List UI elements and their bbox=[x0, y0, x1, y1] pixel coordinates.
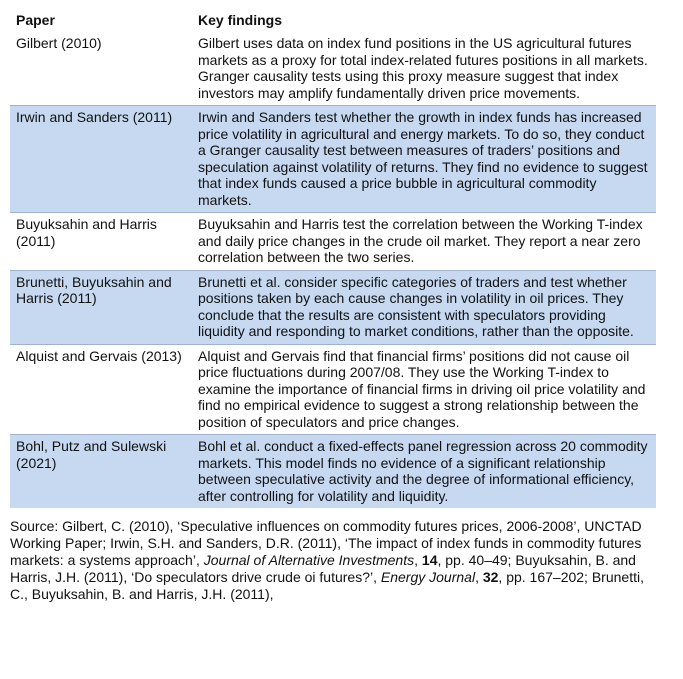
findings-cell: Bohl et al. conduct a fixed-effects panel regression across 20 commodity markets. This model finds no evidence of a significant relationship between speculative activity and the degree of informational efficiency, after controlling for volatility and liquidity. bbox=[192, 435, 656, 509]
source-volume-2: 32 bbox=[482, 569, 499, 585]
source-journal-2: Energy Journal bbox=[380, 569, 476, 585]
source-volume-1: 14 bbox=[421, 552, 438, 568]
findings-cell: Buyuksahin and Harris test the correlation between the Working T-index and daily price changes in the crude oil market. They report a near zero correlation between the two series. bbox=[192, 213, 656, 271]
paper-cell: Gilbert (2010) bbox=[10, 32, 192, 106]
paper-cell: Brunetti, Buyuksahin and Harris (2011) bbox=[10, 270, 192, 344]
table-row bbox=[10, 270, 656, 344]
paper-cell: Bohl, Putz and Sulewski (2021) bbox=[10, 435, 192, 509]
source-journal-1: Journal of Alternative Investments bbox=[203, 552, 415, 568]
table-header-row bbox=[10, 8, 656, 32]
paper-cell: Buyuksahin and Harris (2011) bbox=[10, 213, 192, 271]
document-page bbox=[10, 8, 656, 617]
table-row bbox=[10, 106, 656, 213]
table-row bbox=[10, 435, 656, 509]
findings-cell: Brunetti et al. consider specific categories of traders and test whether positions taken by each cause changes in volatility in oil prices. They conclude that the results are consistent with speculators providing liquidity and responding to market conditions, rather than the opposite. bbox=[192, 270, 656, 344]
header-key-findings: Key findings bbox=[198, 12, 283, 28]
paper-cell: Irwin and Sanders (2011) bbox=[10, 106, 192, 213]
findings-cell: Gilbert uses data on index fund positions in the US agricultural futures markets as a proxy for total index-related futures positions in all markets. Granger causality tests using this proxy measure suggest that index investors may amplify fundamentally driven price movements. bbox=[192, 32, 656, 106]
source-text-4: , bbox=[475, 569, 483, 585]
table-row bbox=[10, 32, 656, 106]
source-text-2: , bbox=[414, 552, 422, 568]
findings-cell: Irwin and Sanders test whether the growth in index funds has increased price volatility in agricultural and energy markets. To do so, they conduct a Granger causality test between measures of traders’ positions and speculation against volatility of returns. They find no evidence to suggest that index funds caused a price bubble in agricultural commodity markets. bbox=[192, 106, 656, 213]
header-paper: Paper bbox=[16, 12, 55, 28]
table-row bbox=[10, 213, 656, 271]
source-text-3: , pp. 40–49; Buyuksahin, B. and Harris, J.H. (2011), ‘Do speculators drive crude oi futures?’, bbox=[10, 552, 636, 585]
source-note bbox=[10, 518, 660, 603]
key-findings-table bbox=[10, 8, 656, 508]
findings-cell: Alquist and Gervais find that financial firms’ positions did not cause oil price fluctuations during 2007/08. They use the Working T-index to examine the importance of financial firms in driving oil price volatility and find no empirical evidence to suggest a strong relationship between the position of speculators and price changes. bbox=[192, 344, 656, 435]
source-text-5: , pp. 167–202; Brunetti, C., Buyuksahin, B. and Harris, J.H. (2011), bbox=[10, 569, 644, 602]
table-row bbox=[10, 344, 656, 435]
source-text-1: Source: Gilbert, C. (2010), ‘Speculative influences on commodity futures prices, 2006-2008’, UNCTAD Working Paper; Irwin, S.H. and Sanders, D.R. (2011), ‘The impact of index funds in commodity futures markets: a systems approach’, bbox=[10, 518, 642, 568]
paper-cell: Alquist and Gervais (2013) bbox=[10, 344, 192, 435]
